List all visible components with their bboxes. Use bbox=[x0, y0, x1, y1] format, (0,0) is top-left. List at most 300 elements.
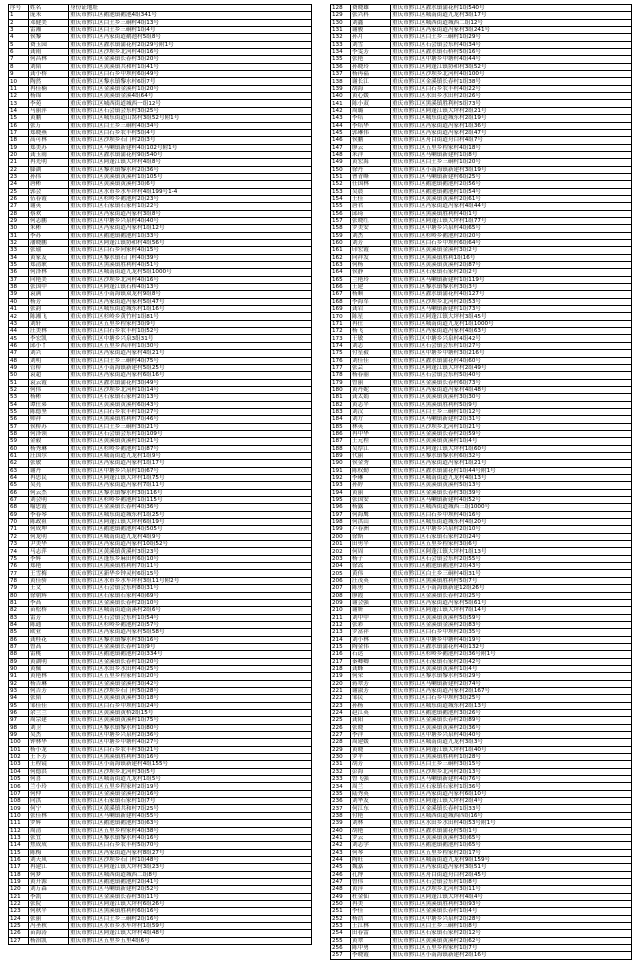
table-row bbox=[331, 695, 632, 702]
cell-id-address: 重庆市黔江区石家镇石家村1组7号 bbox=[69, 798, 312, 805]
cell-person-name: 张万 bbox=[29, 122, 69, 129]
table-row bbox=[9, 548, 312, 555]
cell-serial-number: 145 bbox=[331, 129, 351, 136]
cell-id-address: 重庆市黔江区冯家街道冯家村4组48号 bbox=[391, 386, 632, 393]
cell-id-address: 重庆市黔江区白石乡中坝村6组49号 bbox=[69, 71, 312, 78]
cell-serial-number: 185 bbox=[331, 423, 351, 430]
cell-serial-number: 28 bbox=[9, 210, 29, 217]
cell-serial-number: 131 bbox=[331, 27, 351, 34]
cell-serial-number: 103 bbox=[9, 761, 29, 768]
cell-person-name: 谭仕弟 bbox=[29, 401, 69, 408]
cell-serial-number: 170 bbox=[331, 313, 351, 320]
cell-id-address: 重庆市黔江区中塘乡中塘村4组44号 bbox=[391, 56, 632, 63]
cell-serial-number: 256 bbox=[331, 945, 351, 952]
cell-person-name: 谢妍 bbox=[351, 607, 391, 614]
cell-id-address: 重庆市黔江区黑溪镇胜利村5组73号 bbox=[391, 100, 632, 107]
cell-person-name: 陈湘飞 bbox=[29, 313, 69, 320]
table-row bbox=[331, 952, 632, 959]
cell-serial-number: 73 bbox=[9, 541, 29, 548]
cell-person-name: 谢英 bbox=[29, 203, 69, 210]
cell-serial-number: 225 bbox=[331, 717, 351, 724]
table-row bbox=[9, 482, 312, 489]
table-row bbox=[331, 159, 632, 166]
table-row bbox=[9, 225, 312, 232]
column-header-name: 姓名 bbox=[29, 5, 69, 12]
cell-serial-number: 124 bbox=[9, 915, 29, 922]
cell-person-name: 王卜芳 bbox=[29, 754, 69, 761]
cell-serial-number: 3 bbox=[9, 27, 29, 34]
cell-serial-number: 140 bbox=[331, 93, 351, 100]
cell-person-name: 喻思霞 bbox=[29, 504, 69, 511]
cell-serial-number: 40 bbox=[9, 298, 29, 305]
cell-person-name: 张佳林 bbox=[29, 812, 69, 819]
cell-person-name: 张宜 bbox=[29, 834, 69, 841]
cell-person-name: 张院 bbox=[29, 900, 69, 907]
cell-id-address: 重庆市黔江区黄溪镇黄溪村1组4号 bbox=[391, 665, 632, 672]
cell-id-address: 重庆市黔江区沙坝乡北河村3组5号 bbox=[69, 768, 312, 775]
cell-serial-number: 221 bbox=[331, 687, 351, 694]
cell-id-address: 重庆市黔江区白土乡三硐村3组21号 bbox=[69, 423, 312, 430]
table-row bbox=[9, 276, 312, 283]
cell-id-address: 重庆市黔江区杉岭乡鹅池村2组36号附1号 bbox=[391, 651, 632, 658]
cell-serial-number: 213 bbox=[331, 629, 351, 636]
cell-id-address: 重庆市黔江区黄溪镇黄溪村3组30号 bbox=[391, 394, 632, 401]
table-row bbox=[9, 291, 312, 298]
cell-id-address: 重庆市黔江区沙坝乡石门村1组48号 bbox=[69, 856, 312, 863]
cell-id-address: 重庆市黔江区沙坝乡北河村2组13号 bbox=[391, 768, 632, 775]
cell-person-name: 秦卿卿 bbox=[351, 658, 391, 665]
cell-id-address: 重庆市黔江区马喇镇新建村4组76号 bbox=[391, 776, 632, 783]
cell-id-address: 重庆市黔江区五里乡五里4组6号 bbox=[69, 937, 312, 944]
cell-serial-number: 224 bbox=[331, 710, 351, 717]
cell-person-name: 陶然 bbox=[29, 78, 69, 85]
table-row bbox=[9, 577, 312, 584]
cell-id-address: 重庆市黔江区白石乡中坝村4组16号 bbox=[391, 511, 632, 518]
table-row bbox=[331, 908, 632, 915]
table-row bbox=[331, 937, 632, 944]
cell-serial-number: 32 bbox=[9, 240, 29, 247]
table-row bbox=[331, 269, 632, 276]
cell-serial-number: 136 bbox=[331, 63, 351, 70]
cell-id-address: 重庆市黔江区新华乡钟灵村6组15号 bbox=[69, 570, 312, 577]
table-row bbox=[331, 210, 632, 217]
table-row bbox=[9, 511, 312, 518]
cell-serial-number: 81 bbox=[9, 599, 29, 606]
cell-id-address: 重庆市黔江区阿蓬江镇大坪村7组14号 bbox=[391, 607, 632, 614]
cell-serial-number: 116 bbox=[9, 856, 29, 863]
cell-person-name: 庞未 bbox=[29, 12, 69, 19]
cell-person-name: 杨治凯 bbox=[29, 937, 69, 944]
table-row bbox=[9, 173, 312, 180]
cell-serial-number: 118 bbox=[9, 871, 29, 878]
table-row bbox=[9, 181, 312, 188]
table-row bbox=[331, 643, 632, 650]
cell-person-name: 陈中勇 bbox=[351, 945, 391, 952]
cell-id-address: 重庆市黔江区金溪镇长春村6组73号 bbox=[391, 379, 632, 386]
table-row bbox=[331, 900, 632, 907]
cell-person-name: 郑清耿 bbox=[29, 262, 69, 269]
cell-id-address: 重庆市黔江区城南街道九龙村1组9号 bbox=[69, 452, 312, 459]
cell-person-name: 田春雷 bbox=[351, 930, 391, 937]
cell-id-address: 重庆市黔江区金溪镇长春村4组36号 bbox=[69, 504, 312, 511]
table-row bbox=[9, 629, 312, 636]
cell-id-address: 重庆市黔江区杉岭乡鹅池村2组23号 bbox=[69, 195, 312, 202]
cell-serial-number: 137 bbox=[331, 71, 351, 78]
cell-id-address: 重庆市黔江区鹅池镇鹅池村2组41号 bbox=[69, 878, 312, 885]
cell-id-address: 重庆市黔江区五里乡程家村1组7号 bbox=[391, 945, 632, 952]
cell-serial-number: 190 bbox=[331, 460, 351, 467]
cell-id-address: 重庆市黔江区石家镇石家村2组24号 bbox=[391, 533, 632, 540]
cell-person-name: 冉中华 bbox=[351, 430, 391, 437]
table-row bbox=[331, 115, 632, 122]
cell-person-name: 马志萍 bbox=[29, 548, 69, 555]
cell-serial-number: 67 bbox=[9, 497, 29, 504]
table-row bbox=[331, 232, 632, 239]
cell-serial-number: 96 bbox=[9, 710, 29, 717]
cell-person-name: 陈德坚 bbox=[29, 408, 69, 415]
table-row bbox=[331, 129, 632, 136]
cell-id-address: 重庆市黔江区阿蓬江镇大坪村1组40号 bbox=[391, 746, 632, 753]
cell-serial-number: 168 bbox=[331, 298, 351, 305]
cell-person-name: 刘会明 bbox=[29, 497, 69, 504]
cell-person-name: 刘兴 bbox=[29, 350, 69, 357]
cell-person-name: 袁超 bbox=[29, 372, 69, 379]
cell-person-name: 何泽领 bbox=[29, 430, 69, 437]
cell-person-name: 刘佳佳 bbox=[351, 357, 391, 364]
cell-serial-number: 244 bbox=[331, 856, 351, 863]
table-row bbox=[9, 306, 312, 313]
cell-serial-number: 6 bbox=[9, 49, 29, 56]
cell-id-address: 重庆市黔江区阿蓬江镇大坪村6组19号 bbox=[69, 519, 312, 526]
cell-person-name: 陈梅 bbox=[29, 849, 69, 856]
cell-person-name: 李晓霞 bbox=[351, 952, 391, 959]
table-row bbox=[9, 467, 312, 474]
cell-person-name: 刘林 bbox=[351, 820, 391, 827]
cell-person-name: 谢会强 bbox=[351, 599, 391, 606]
cell-serial-number: 147 bbox=[331, 144, 351, 151]
cell-id-address: 重庆市黔江区金溪镇长春村2组10号 bbox=[69, 599, 312, 606]
cell-person-name: 何梦 bbox=[29, 871, 69, 878]
cell-person-name: 谢淑芳 bbox=[351, 687, 391, 694]
cell-serial-number: 12 bbox=[9, 93, 29, 100]
cell-person-name: 龚玉雨 bbox=[29, 151, 69, 158]
cell-serial-number: 104 bbox=[9, 768, 29, 775]
cell-person-name: 刘天凤 bbox=[29, 856, 69, 863]
cell-id-address: 重庆市黔江区冯家街道冯家村8组27号 bbox=[69, 849, 312, 856]
cell-person-name: 李雯芳 bbox=[351, 49, 391, 56]
cell-person-name: 谢骏 bbox=[351, 27, 391, 34]
cell-person-name: 谢长江 bbox=[351, 78, 391, 85]
cell-serial-number: 240 bbox=[331, 827, 351, 834]
cell-serial-number: 175 bbox=[331, 350, 351, 357]
cell-id-address: 重庆市黔江区白土乡三硐村1组4号 bbox=[69, 27, 312, 34]
cell-id-address: 重庆市黔江区城西街道城西二组8号 bbox=[69, 871, 312, 878]
cell-id-address: 重庆市黔江区冯家街道冯家村2组167号 bbox=[391, 687, 632, 694]
cell-person-name: 张韬 bbox=[29, 695, 69, 702]
table-row bbox=[9, 217, 312, 224]
table-row bbox=[331, 78, 632, 85]
cell-id-address: 重庆市黔江区黑溪镇胜利1组16号 bbox=[391, 254, 632, 261]
cell-id-address: 重庆市黔江区濯水镇蒲花村4组60号 bbox=[391, 357, 632, 364]
cell-id-address: 重庆市黔江区鹅池镇鹅池村1组65号 bbox=[391, 842, 632, 849]
cell-serial-number: 179 bbox=[331, 379, 351, 386]
cell-person-name: 马丽萍 bbox=[29, 107, 69, 114]
cell-person-name: 杨锦 bbox=[29, 93, 69, 100]
table-row bbox=[9, 56, 312, 63]
cell-serial-number: 177 bbox=[331, 364, 351, 371]
cell-person-name: 杨春丽 bbox=[351, 372, 391, 379]
table-row bbox=[9, 599, 312, 606]
cell-person-name: 刘芳 bbox=[351, 240, 391, 247]
cell-id-address: 重庆市黔江区黄溪镇黄溪村5组13号 bbox=[391, 482, 632, 489]
cell-id-address: 重庆市黔江区冯家街道冯家村4组21号 bbox=[69, 350, 312, 357]
cell-serial-number: 31 bbox=[9, 232, 29, 239]
table-row bbox=[331, 849, 632, 856]
cell-serial-number: 138 bbox=[331, 78, 351, 85]
cell-serial-number: 133 bbox=[331, 41, 351, 48]
cell-id-address: 重庆市黔江区鹅池镇鹅池村3组63号 bbox=[69, 820, 312, 827]
cell-serial-number: 107 bbox=[9, 790, 29, 797]
cell-person-name: 刘万森 bbox=[29, 886, 69, 893]
cell-person-name: 邓健美 bbox=[29, 19, 69, 26]
table-row bbox=[331, 254, 632, 261]
cell-person-name: 朱彬 bbox=[29, 225, 69, 232]
cell-person-name: 罗云 bbox=[351, 834, 391, 841]
cell-serial-number: 78 bbox=[9, 577, 29, 584]
table-header-row bbox=[9, 5, 312, 12]
table-row bbox=[331, 614, 632, 621]
table-row bbox=[9, 137, 312, 144]
table-row bbox=[9, 298, 312, 305]
cell-serial-number: 18 bbox=[9, 137, 29, 144]
cell-serial-number: 160 bbox=[331, 240, 351, 247]
cell-id-address: 重庆市黔江区黎水镇黎水村6组7号 bbox=[69, 78, 312, 85]
table-row bbox=[9, 592, 312, 599]
table-row bbox=[331, 144, 632, 151]
cell-person-name: 李宏凯 bbox=[29, 335, 69, 342]
cell-id-address: 重庆市黔江区冯家街道冯家村5组61号 bbox=[391, 599, 632, 606]
cell-id-address: 重庆市黔江区金溪镇长春村3组39号 bbox=[391, 489, 632, 496]
cell-person-name: 刘韬 bbox=[29, 63, 69, 70]
table-row bbox=[9, 776, 312, 783]
cell-id-address: 重庆市黔江区城南街道九龙村4组13号 bbox=[391, 475, 632, 482]
cell-serial-number: 112 bbox=[9, 827, 29, 834]
table-row bbox=[9, 673, 312, 680]
cell-serial-number: 119 bbox=[9, 878, 29, 885]
table-row bbox=[331, 41, 632, 48]
cell-person-name: 何昌林 bbox=[29, 56, 69, 63]
cell-person-name: 汪茂英 bbox=[351, 577, 391, 584]
cell-id-address: 重庆市黔江区鹅池镇鹅池村2组334号 bbox=[69, 651, 312, 658]
cell-serial-number: 191 bbox=[331, 467, 351, 474]
cell-id-address: 重庆市黔江区马喇镇新建村2组52号 bbox=[69, 886, 312, 893]
table-row bbox=[331, 320, 632, 327]
cell-person-name: 邹民 bbox=[351, 695, 391, 702]
cell-person-name: 张兴科 bbox=[351, 12, 391, 19]
cell-id-address: 重庆市黔江区黎水镇黎水村6组32号 bbox=[391, 452, 632, 459]
cell-id-address: 重庆市黔江区黑溪镇胜利村7组11号 bbox=[69, 563, 312, 570]
table-row bbox=[331, 621, 632, 628]
cell-serial-number: 122 bbox=[9, 900, 29, 907]
cell-id-address: 重庆市黔江区濯水镇蒲花村2组29号附1号 bbox=[69, 41, 312, 48]
cell-serial-number: 17 bbox=[9, 129, 29, 136]
cell-person-name: 雷芳 bbox=[29, 614, 69, 621]
cell-serial-number: 75 bbox=[9, 555, 29, 562]
cell-serial-number: 7 bbox=[9, 56, 29, 63]
cell-serial-number: 62 bbox=[9, 460, 29, 467]
cell-person-name: 何杨 bbox=[351, 262, 391, 269]
cell-id-address: 重庆市黔江区白石乡中坝村2组35号 bbox=[391, 629, 632, 636]
cell-serial-number: 173 bbox=[331, 335, 351, 342]
cell-person-name: 王江林 bbox=[351, 922, 391, 929]
cell-person-name: 陈权勤 bbox=[351, 467, 391, 474]
cell-serial-number: 1 bbox=[9, 12, 29, 19]
cell-id-address: 重庆市黔江区金溪镇金溪村1组20号 bbox=[69, 85, 312, 92]
cell-serial-number: 77 bbox=[9, 570, 29, 577]
cell-id-address: 重庆市黔江区阿蓬江镇大坪村2组49号 bbox=[391, 364, 632, 371]
cell-serial-number: 207 bbox=[331, 585, 351, 592]
cell-serial-number: 82 bbox=[9, 607, 29, 614]
table-row bbox=[9, 379, 312, 386]
table-row bbox=[331, 328, 632, 335]
cell-person-name: 王佳 bbox=[351, 195, 391, 202]
cell-person-name: 杨秀琳 bbox=[29, 445, 69, 452]
cell-id-address: 重庆市黔江区城南街道九龙村1组1000号 bbox=[391, 320, 632, 327]
cell-person-name: 徐丹 bbox=[351, 166, 391, 173]
cell-person-name: 赵江英 bbox=[351, 710, 391, 717]
cell-person-name: 冉仕 bbox=[351, 320, 391, 327]
cell-serial-number: 219 bbox=[331, 673, 351, 680]
cell-id-address: 重庆市黔江区白土乡三硐村4组13号 bbox=[69, 19, 312, 26]
cell-id-address: 重庆市黔江区金溪镇长春村3组11号 bbox=[69, 893, 312, 900]
cell-id-address: 重庆市黔江区白土乡三硐村1组8号 bbox=[391, 922, 632, 929]
cell-serial-number: 247 bbox=[331, 878, 351, 885]
cell-serial-number: 209 bbox=[331, 599, 351, 606]
cell-person-name: 汪美林 bbox=[29, 328, 69, 335]
cell-person-name: 尹美华 bbox=[29, 541, 69, 548]
cell-serial-number: 52 bbox=[9, 386, 29, 393]
cell-serial-number: 250 bbox=[331, 900, 351, 907]
table-row bbox=[331, 526, 632, 533]
cell-person-name: 余兰兰 bbox=[29, 710, 69, 717]
table-row bbox=[331, 533, 632, 540]
cell-serial-number: 49 bbox=[9, 364, 29, 371]
cell-id-address: 重庆市黔江区黑溪镇胜利村5组7号 bbox=[391, 577, 632, 584]
cell-person-name: 黄萍 bbox=[351, 886, 391, 893]
cell-serial-number: 9 bbox=[9, 71, 29, 78]
table-row bbox=[331, 687, 632, 694]
table-row bbox=[9, 416, 312, 423]
table-row bbox=[331, 798, 632, 805]
cell-person-name: 陈星 bbox=[351, 313, 391, 320]
cell-id-address: 重庆市黔江区中塘乡兴泉村4组40号 bbox=[391, 732, 632, 739]
cell-id-address: 重庆市黔江区黄溪镇黄溪村2组87号 bbox=[391, 262, 632, 269]
cell-serial-number: 200 bbox=[331, 533, 351, 540]
cell-person-name: 何宁 bbox=[29, 805, 69, 812]
cell-person-name: 陈勇 bbox=[351, 585, 391, 592]
cell-id-address: 重庆市黔江区冯家街道冯家村1组12号 bbox=[69, 225, 312, 232]
cell-serial-number: 64 bbox=[9, 475, 29, 482]
table-row bbox=[331, 151, 632, 158]
cell-person-name: 邱琦 bbox=[351, 210, 391, 217]
cell-id-address: 重庆市黔江区濯水镇蒲花村5组1号 bbox=[391, 827, 632, 834]
cell-id-address: 重庆市黔江区濯水镇石桥村5组16号 bbox=[391, 49, 632, 56]
cell-person-name: 张国中 bbox=[29, 284, 69, 291]
table-row bbox=[9, 335, 312, 342]
table-row bbox=[331, 629, 632, 636]
cell-id-address: 重庆市黔江区冯家街道冯家村6组10号 bbox=[391, 790, 632, 797]
cell-serial-number: 121 bbox=[9, 893, 29, 900]
cell-serial-number: 155 bbox=[331, 203, 351, 210]
cell-person-name: 张艳 bbox=[351, 56, 391, 63]
cell-id-address: 重庆市黔江区石家镇石家村2组2号 bbox=[391, 269, 632, 276]
table-row bbox=[9, 159, 312, 166]
table-row bbox=[331, 203, 632, 210]
cell-person-name: 焦成成 bbox=[29, 842, 69, 849]
cell-id-address: 重庆市黔江区金溪镇长春村2组59号 bbox=[391, 430, 632, 437]
cell-person-name: 杨吉琳 bbox=[29, 680, 69, 687]
cell-serial-number: 42 bbox=[9, 313, 29, 320]
cell-serial-number: 21 bbox=[9, 159, 29, 166]
cell-id-address: 重庆市黔江区金溪镇长春村1组4号 bbox=[391, 908, 632, 915]
cell-person-name: 吴杰 bbox=[29, 732, 69, 739]
cell-person-name: 刘杰 bbox=[351, 232, 391, 239]
cell-serial-number: 127 bbox=[9, 937, 29, 944]
cell-id-address: 重庆市黔江区城南街道九龙村5组1000号 bbox=[69, 269, 312, 276]
cell-id-address: 重庆市黔江区黎水镇黎水村2组36号 bbox=[69, 166, 312, 173]
cell-person-name: 龚阳 bbox=[351, 717, 391, 724]
cell-serial-number: 167 bbox=[331, 291, 351, 298]
cell-person-name: 向祥发 bbox=[351, 254, 391, 261]
cell-serial-number: 218 bbox=[331, 665, 351, 672]
cell-id-address: 重庆市黔江区黎水镇黎水村4组16号 bbox=[69, 834, 312, 841]
table-row bbox=[331, 137, 632, 144]
cell-id-address: 重庆市黔江区石会镇会东村1组8号 bbox=[391, 878, 632, 885]
cell-person-name: 何江东 bbox=[351, 805, 391, 812]
table-row bbox=[331, 820, 632, 827]
cell-serial-number: 187 bbox=[331, 438, 351, 445]
table-row bbox=[331, 783, 632, 790]
cell-serial-number: 29 bbox=[9, 217, 29, 224]
table-row bbox=[331, 335, 632, 342]
cell-serial-number: 208 bbox=[331, 592, 351, 599]
cell-id-address: 重庆市黔江区五里乡程家村1组20号 bbox=[69, 673, 312, 680]
cell-id-address: 重庆市黔江区金溪镇长春村3组20号 bbox=[69, 56, 312, 63]
cell-id-address: 重庆市黔江区白土乡三硐村4组31号 bbox=[391, 570, 632, 577]
cell-id-address: 重庆市黔江区冯家街道冯家村10组52号 bbox=[69, 541, 312, 548]
table-row bbox=[9, 908, 312, 915]
cell-person-name: 黄开源 bbox=[29, 878, 69, 885]
table-row bbox=[331, 423, 632, 430]
cell-person-name: 吴亮 bbox=[29, 482, 69, 489]
cell-id-address: 重庆市黔江区沙坝乡北河村1组21号 bbox=[391, 423, 632, 430]
table-row bbox=[9, 78, 312, 85]
table-row bbox=[331, 291, 632, 298]
table-row bbox=[331, 732, 632, 739]
cell-id-address: 重庆市黔江区五里乡程家村3组9号 bbox=[69, 320, 312, 327]
table-row bbox=[331, 430, 632, 437]
cell-id-address: 重庆市黔江区冯家街道鹅池村5组8号 bbox=[69, 34, 312, 41]
cell-serial-number: 152 bbox=[331, 181, 351, 188]
table-row bbox=[331, 754, 632, 761]
cell-person-name: 刘鑫 bbox=[351, 19, 391, 26]
cell-id-address: 重庆市黔江区中塘乡中塘村3组216号 bbox=[391, 350, 632, 357]
table-row bbox=[9, 489, 312, 496]
table-row bbox=[331, 394, 632, 401]
cell-serial-number: 23 bbox=[9, 173, 29, 180]
cell-id-address: 重庆市黔江区城南街道九龙村9组159号 bbox=[391, 856, 632, 863]
cell-serial-number: 255 bbox=[331, 937, 351, 944]
